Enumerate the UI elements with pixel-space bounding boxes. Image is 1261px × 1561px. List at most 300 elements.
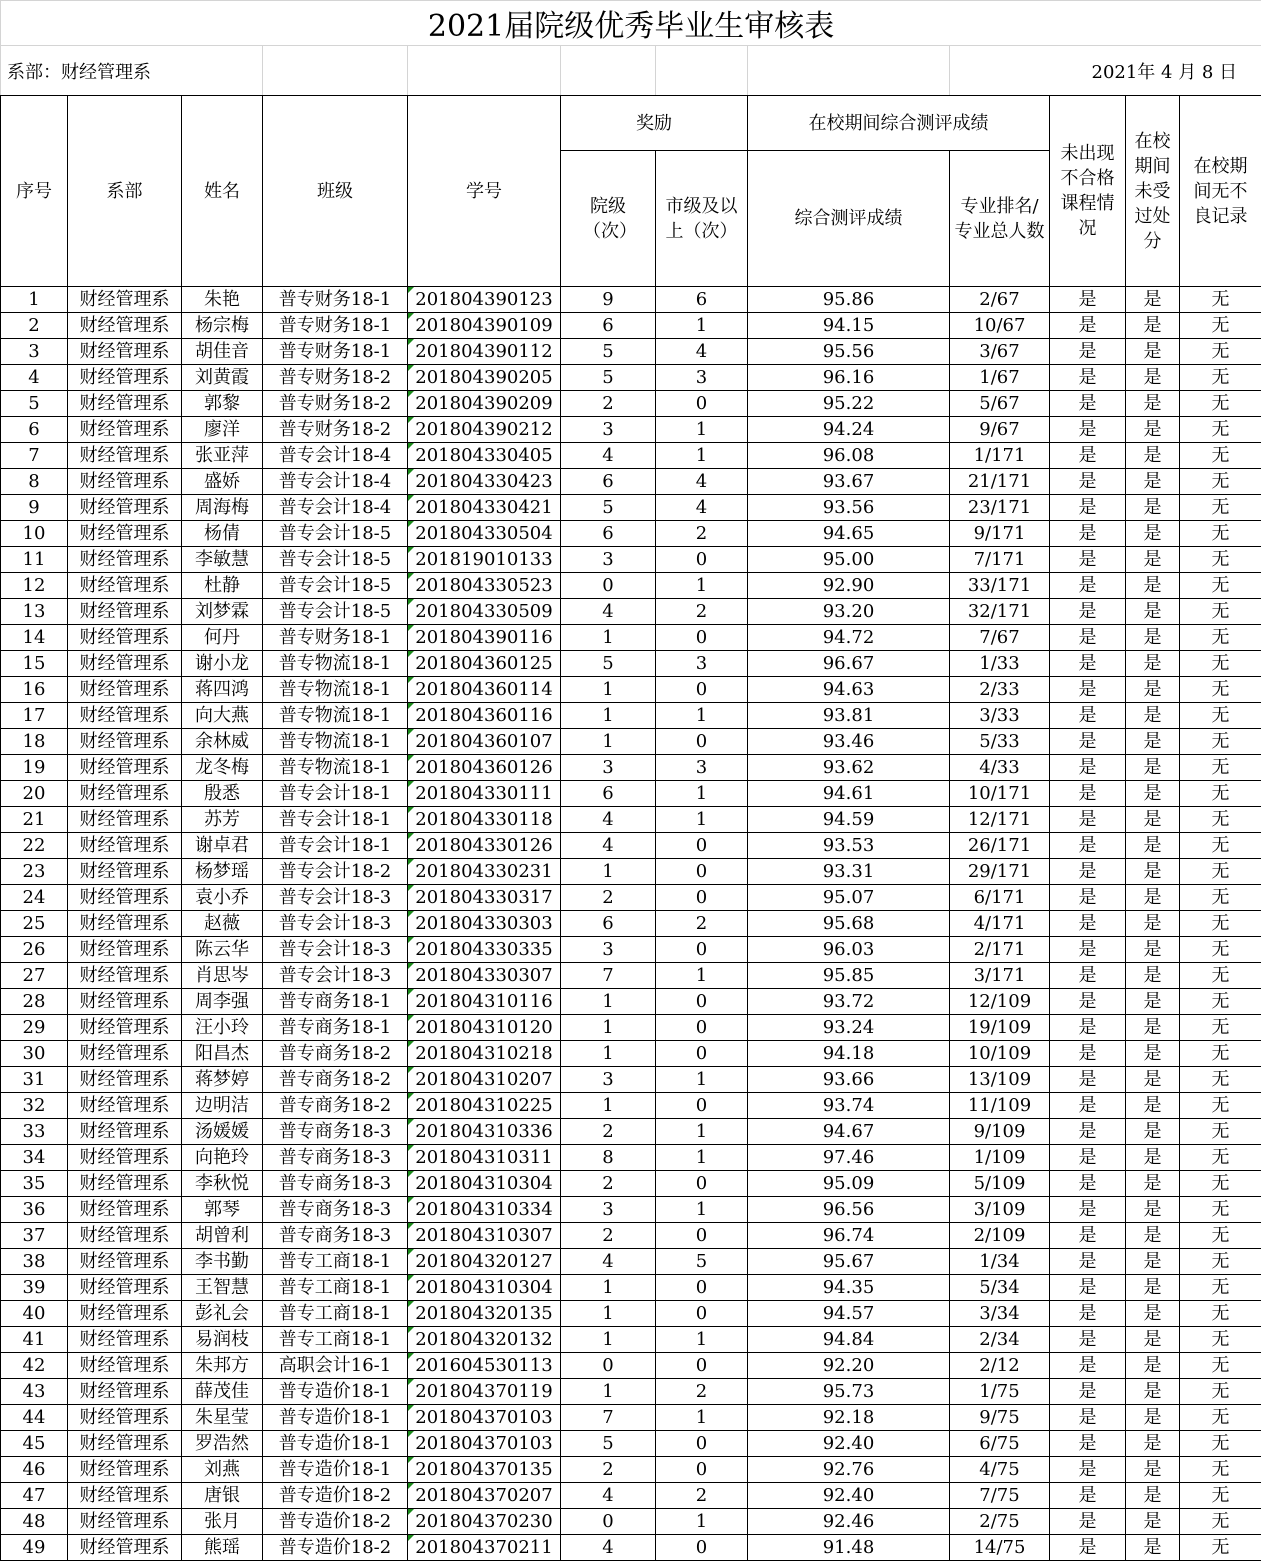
cell-dept: 财经管理系 [68,1119,182,1145]
cell-awards-city: 1 [656,1119,748,1145]
table-row [1,1015,1261,1041]
cell-no-bad-record: 无 [1180,547,1261,573]
cell-no-bad-record: 无 [1180,859,1261,885]
cell-evaluation-rank: 19/109 [950,1015,1050,1041]
cell-evaluation-rank: 5/33 [950,729,1050,755]
cell-no-punishment: 是 [1126,573,1180,599]
cell-evaluation-rank: 2/171 [950,937,1050,963]
cell-evaluation-rank: 1/171 [950,443,1050,469]
cell-seq: 41 [1,1327,68,1353]
cell-awards-college: 1 [561,1015,656,1041]
cell-evaluation-rank: 5/67 [950,391,1050,417]
cell-name: 汪小玲 [182,1015,263,1041]
cell-no-failed-course: 是 [1050,781,1126,807]
cell-no-punishment: 是 [1126,833,1180,859]
cell-no-punishment: 是 [1126,1171,1180,1197]
cell-awards-college: 3 [561,755,656,781]
cell-seq: 25 [1,911,68,937]
cell-seq: 38 [1,1249,68,1275]
cell-name: 杨倩 [182,521,263,547]
cell-evaluation-rank: 3/34 [950,1301,1050,1327]
cell-no-failed-course: 是 [1050,495,1126,521]
cell-evaluation-score: 94.84 [748,1327,950,1353]
table-row [1,1197,1261,1223]
cell-no-punishment: 是 [1126,391,1180,417]
table-row [1,911,1261,937]
cell-seq: 26 [1,937,68,963]
header-evaluation: 在校期间综合测评成绩 [748,96,1050,151]
cell-evaluation-rank: 2/109 [950,1223,1050,1249]
cell-awards-college: 1 [561,1301,656,1327]
cell-no-punishment: 是 [1126,677,1180,703]
cell-no-bad-record: 无 [1180,885,1261,911]
cell-class: 普专造价18-2 [263,1483,408,1509]
cell-evaluation-score: 93.24 [748,1015,950,1041]
cell-evaluation-rank: 9/75 [950,1405,1050,1431]
cell-awards-city: 0 [656,885,748,911]
cell-seq: 49 [1,1535,68,1561]
cell-name: 彭礼会 [182,1301,263,1327]
cell-awards-college: 7 [561,963,656,989]
cell-no-punishment: 是 [1126,989,1180,1015]
table-row [1,885,1261,911]
cell-awards-city: 0 [656,1431,748,1457]
table-row [1,755,1261,781]
cell-name: 胡曾利 [182,1223,263,1249]
cell-no-bad-record: 无 [1180,443,1261,469]
cell-awards-city: 0 [656,1353,748,1379]
cell-no-punishment: 是 [1126,469,1180,495]
cell-no-punishment: 是 [1126,1431,1180,1457]
cell-awards-college: 1 [561,729,656,755]
cell-no-failed-course: 是 [1050,1379,1126,1405]
cell-evaluation-rank: 1/34 [950,1249,1050,1275]
cell-awards-college: 2 [561,1457,656,1483]
cell-awards-city: 3 [656,651,748,677]
cell-seq: 46 [1,1457,68,1483]
cell-no-failed-course: 是 [1050,469,1126,495]
cell-evaluation-score: 95.73 [748,1379,950,1405]
table-row [1,443,1261,469]
cell-no-bad-record: 无 [1180,1327,1261,1353]
empty-cell [263,46,408,96]
cell-evaluation-score: 96.08 [748,443,950,469]
cell-awards-college: 1 [561,859,656,885]
table-row [1,677,1261,703]
cell-student-id: 201804370135 [408,1457,561,1483]
cell-awards-college: 1 [561,677,656,703]
cell-awards-college: 1 [561,703,656,729]
table-row [1,859,1261,885]
cell-no-failed-course: 是 [1050,963,1126,989]
cell-dept: 财经管理系 [68,833,182,859]
cell-evaluation-score: 93.81 [748,703,950,729]
cell-no-bad-record: 无 [1180,495,1261,521]
cell-seq: 28 [1,989,68,1015]
cell-awards-college: 6 [561,911,656,937]
cell-evaluation-score: 91.48 [748,1535,950,1561]
cell-evaluation-rank: 1/75 [950,1379,1050,1405]
cell-evaluation-rank: 14/75 [950,1535,1050,1561]
cell-class: 普专财务18-1 [263,313,408,339]
cell-awards-city: 0 [656,1093,748,1119]
cell-no-bad-record: 无 [1180,469,1261,495]
cell-awards-college: 3 [561,1067,656,1093]
department-label: 系部：财经管理系 [1,46,263,96]
cell-seq: 33 [1,1119,68,1145]
cell-no-bad-record: 无 [1180,755,1261,781]
cell-name: 刘黄霞 [182,365,263,391]
cell-dept: 财经管理系 [68,1327,182,1353]
header-no-failed-course: 未出现不合格课程情况 [1050,96,1126,287]
cell-no-bad-record: 无 [1180,651,1261,677]
cell-name: 蒋梦婷 [182,1067,263,1093]
table-row [1,1457,1261,1483]
header-awards-city: 市级及以上（次） [656,151,748,287]
header-awards: 奖励 [561,96,748,151]
cell-no-failed-course: 是 [1050,521,1126,547]
cell-seq: 36 [1,1197,68,1223]
cell-awards-city: 0 [656,1275,748,1301]
table-row [1,391,1261,417]
cell-awards-college: 4 [561,443,656,469]
cell-no-punishment: 是 [1126,1405,1180,1431]
cell-evaluation-rank: 3/109 [950,1197,1050,1223]
header-name: 姓名 [182,96,263,287]
cell-student-id: 201804330405 [408,443,561,469]
cell-evaluation-rank: 1/67 [950,365,1050,391]
cell-awards-city: 4 [656,339,748,365]
cell-evaluation-score: 96.16 [748,365,950,391]
cell-awards-city: 1 [656,963,748,989]
cell-name: 杨宗梅 [182,313,263,339]
cell-class: 普专物流18-1 [263,729,408,755]
cell-no-punishment: 是 [1126,287,1180,313]
cell-awards-college: 4 [561,1535,656,1561]
cell-no-bad-record: 无 [1180,1093,1261,1119]
cell-no-failed-course: 是 [1050,391,1126,417]
cell-dept: 财经管理系 [68,1171,182,1197]
cell-awards-college: 2 [561,1223,656,1249]
cell-class: 普专会计18-4 [263,495,408,521]
cell-no-bad-record: 无 [1180,833,1261,859]
cell-student-id: 201804330111 [408,781,561,807]
cell-awards-city: 0 [656,1535,748,1561]
cell-class: 普专物流18-1 [263,651,408,677]
table-row [1,599,1261,625]
cell-no-bad-record: 无 [1180,703,1261,729]
cell-no-failed-course: 是 [1050,1119,1126,1145]
cell-seq: 30 [1,1041,68,1067]
cell-evaluation-score: 94.63 [748,677,950,703]
table-row [1,703,1261,729]
cell-name: 朱艳 [182,287,263,313]
table-row [1,287,1261,313]
cell-evaluation-rank: 1/33 [950,651,1050,677]
cell-class: 普专造价18-2 [263,1509,408,1535]
cell-awards-college: 1 [561,625,656,651]
cell-evaluation-score: 94.61 [748,781,950,807]
cell-no-failed-course: 是 [1050,677,1126,703]
cell-awards-college: 5 [561,1431,656,1457]
cell-evaluation-rank: 1/109 [950,1145,1050,1171]
cell-awards-city: 1 [656,781,748,807]
cell-seq: 45 [1,1431,68,1457]
cell-no-punishment: 是 [1126,495,1180,521]
empty-cell [748,46,950,96]
cell-student-id: 201804370207 [408,1483,561,1509]
cell-dept: 财经管理系 [68,677,182,703]
cell-class: 普专商务18-3 [263,1119,408,1145]
cell-no-punishment: 是 [1126,937,1180,963]
cell-evaluation-score: 93.46 [748,729,950,755]
cell-name: 阳昌杰 [182,1041,263,1067]
cell-no-failed-course: 是 [1050,1535,1126,1561]
table-row [1,807,1261,833]
cell-class: 普专财务18-1 [263,625,408,651]
table-row [1,1353,1261,1379]
cell-evaluation-score: 93.31 [748,859,950,885]
cell-dept: 财经管理系 [68,1093,182,1119]
cell-no-punishment: 是 [1126,1327,1180,1353]
table-row [1,1145,1261,1171]
header-awards-college: 院级（次） [561,151,656,287]
cell-awards-college: 1 [561,1041,656,1067]
cell-evaluation-score: 94.72 [748,625,950,651]
cell-student-id: 201804310120 [408,1015,561,1041]
cell-evaluation-score: 92.20 [748,1353,950,1379]
table-row [1,625,1261,651]
cell-awards-city: 0 [656,729,748,755]
cell-evaluation-score: 93.74 [748,1093,950,1119]
cell-name: 朱邦方 [182,1353,263,1379]
table-row [1,937,1261,963]
cell-student-id: 201804370230 [408,1509,561,1535]
cell-dept: 财经管理系 [68,417,182,443]
cell-class: 普专商务18-3 [263,1223,408,1249]
cell-name: 王智慧 [182,1275,263,1301]
cell-awards-college: 3 [561,937,656,963]
cell-no-failed-course: 是 [1050,703,1126,729]
title-row [1,1,1261,46]
cell-awards-college: 3 [561,417,656,443]
cell-class: 普专物流18-1 [263,755,408,781]
cell-dept: 财经管理系 [68,599,182,625]
cell-evaluation-score: 93.53 [748,833,950,859]
cell-evaluation-rank: 5/109 [950,1171,1050,1197]
cell-class: 普专物流18-1 [263,677,408,703]
cell-no-punishment: 是 [1126,417,1180,443]
cell-awards-college: 5 [561,339,656,365]
cell-awards-college: 6 [561,469,656,495]
cell-class: 普专会计18-2 [263,859,408,885]
cell-class: 高职会计16-1 [263,1353,408,1379]
cell-name: 杨梦瑶 [182,859,263,885]
cell-student-id: 201804310207 [408,1067,561,1093]
cell-student-id: 201804310307 [408,1223,561,1249]
cell-no-bad-record: 无 [1180,963,1261,989]
cell-awards-city: 2 [656,521,748,547]
cell-evaluation-rank: 21/171 [950,469,1050,495]
cell-class: 普专工商18-1 [263,1301,408,1327]
cell-no-failed-course: 是 [1050,1015,1126,1041]
table-row [1,417,1261,443]
cell-name: 刘梦霖 [182,599,263,625]
cell-class: 普专商务18-1 [263,989,408,1015]
cell-awards-college: 4 [561,599,656,625]
cell-no-failed-course: 是 [1050,625,1126,651]
cell-class: 普专财务18-2 [263,391,408,417]
cell-evaluation-rank: 6/171 [950,885,1050,911]
cell-dept: 财经管理系 [68,1431,182,1457]
cell-awards-city: 5 [656,1249,748,1275]
cell-class: 普专造价18-1 [263,1431,408,1457]
header-evaluation-rank: 专业排名/专业总人数 [950,151,1050,287]
cell-seq: 17 [1,703,68,729]
cell-no-punishment: 是 [1126,651,1180,677]
cell-no-failed-course: 是 [1050,313,1126,339]
cell-student-id: 201804360125 [408,651,561,677]
table-row [1,1067,1261,1093]
cell-awards-college: 2 [561,885,656,911]
cell-student-id: 201804330231 [408,859,561,885]
cell-evaluation-rank: 3/67 [950,339,1050,365]
cell-no-punishment: 是 [1126,1535,1180,1561]
cell-awards-college: 8 [561,1145,656,1171]
cell-seq: 5 [1,391,68,417]
cell-evaluation-score: 93.62 [748,755,950,781]
cell-name: 胡佳音 [182,339,263,365]
cell-no-failed-course: 是 [1050,807,1126,833]
cell-name: 龙冬梅 [182,755,263,781]
cell-student-id: 201804330421 [408,495,561,521]
table-row [1,1483,1261,1509]
table-row [1,781,1261,807]
header-dept: 系部 [68,96,182,287]
cell-awards-city: 1 [656,313,748,339]
cell-student-id: 201804330523 [408,573,561,599]
cell-evaluation-rank: 9/109 [950,1119,1050,1145]
table-row [1,339,1261,365]
cell-name: 边明洁 [182,1093,263,1119]
cell-seq: 34 [1,1145,68,1171]
cell-student-id: 201804330423 [408,469,561,495]
table-row [1,469,1261,495]
cell-evaluation-rank: 2/33 [950,677,1050,703]
cell-no-punishment: 是 [1126,339,1180,365]
cell-name: 汤媛媛 [182,1119,263,1145]
cell-evaluation-rank: 10/109 [950,1041,1050,1067]
cell-name: 朱星莹 [182,1405,263,1431]
cell-class: 普专财务18-1 [263,287,408,313]
cell-no-punishment: 是 [1126,313,1180,339]
cell-class: 普专会计18-3 [263,937,408,963]
cell-evaluation-score: 96.03 [748,937,950,963]
cell-awards-college: 5 [561,651,656,677]
cell-evaluation-rank: 4/33 [950,755,1050,781]
cell-awards-city: 1 [656,573,748,599]
cell-seq: 23 [1,859,68,885]
cell-evaluation-rank: 7/171 [950,547,1050,573]
cell-class: 普专会计18-4 [263,443,408,469]
cell-evaluation-rank: 11/109 [950,1093,1050,1119]
cell-class: 普专会计18-1 [263,781,408,807]
cell-name: 张亚萍 [182,443,263,469]
cell-no-bad-record: 无 [1180,521,1261,547]
cell-class: 普专会计18-1 [263,833,408,859]
cell-evaluation-score: 96.74 [748,1223,950,1249]
cell-name: 赵薇 [182,911,263,937]
cell-student-id: 201804310116 [408,989,561,1015]
cell-awards-college: 2 [561,391,656,417]
cell-name: 唐银 [182,1483,263,1509]
cell-no-failed-course: 是 [1050,339,1126,365]
cell-evaluation-score: 95.07 [748,885,950,911]
cell-awards-city: 0 [656,833,748,859]
cell-dept: 财经管理系 [68,1015,182,1041]
cell-dept: 财经管理系 [68,287,182,313]
cell-awards-city: 4 [656,469,748,495]
cell-name: 向大燕 [182,703,263,729]
cell-no-failed-course: 是 [1050,573,1126,599]
cell-no-bad-record: 无 [1180,1067,1261,1093]
cell-no-failed-course: 是 [1050,729,1126,755]
cell-student-id: 201804310218 [408,1041,561,1067]
cell-seq: 13 [1,599,68,625]
table-row [1,1327,1261,1353]
cell-class: 普专会计18-3 [263,963,408,989]
empty-cell [656,46,748,96]
cell-student-id: 201804310225 [408,1093,561,1119]
table-row [1,1093,1261,1119]
cell-dept: 财经管理系 [68,443,182,469]
cell-awards-college: 0 [561,573,656,599]
cell-no-punishment: 是 [1126,859,1180,885]
header-no-bad-record: 在校期间无不良记录 [1180,96,1261,287]
cell-evaluation-score: 95.67 [748,1249,950,1275]
cell-awards-college: 6 [561,781,656,807]
cell-dept: 财经管理系 [68,755,182,781]
cell-no-failed-course: 是 [1050,1275,1126,1301]
cell-dept: 财经管理系 [68,1483,182,1509]
cell-no-failed-course: 是 [1050,547,1126,573]
cell-awards-city: 0 [656,1223,748,1249]
cell-dept: 财经管理系 [68,729,182,755]
cell-no-punishment: 是 [1126,1509,1180,1535]
cell-dept: 财经管理系 [68,911,182,937]
cell-awards-college: 3 [561,1197,656,1223]
cell-evaluation-rank: 7/75 [950,1483,1050,1509]
cell-no-failed-course: 是 [1050,1067,1126,1093]
cell-no-punishment: 是 [1126,807,1180,833]
cell-class: 普专会计18-5 [263,547,408,573]
cell-no-punishment: 是 [1126,1379,1180,1405]
cell-awards-city: 1 [656,1145,748,1171]
cell-dept: 财经管理系 [68,521,182,547]
cell-name: 蒋四鸿 [182,677,263,703]
cell-awards-city: 0 [656,1015,748,1041]
cell-student-id: 201604530113 [408,1353,561,1379]
header-row-1 [1,96,1261,151]
cell-dept: 财经管理系 [68,1379,182,1405]
cell-no-failed-course: 是 [1050,287,1126,313]
cell-student-id: 201804360114 [408,677,561,703]
cell-student-id: 201804390212 [408,417,561,443]
cell-no-failed-course: 是 [1050,1171,1126,1197]
cell-dept: 财经管理系 [68,391,182,417]
cell-no-failed-course: 是 [1050,1353,1126,1379]
cell-awards-city: 1 [656,1405,748,1431]
